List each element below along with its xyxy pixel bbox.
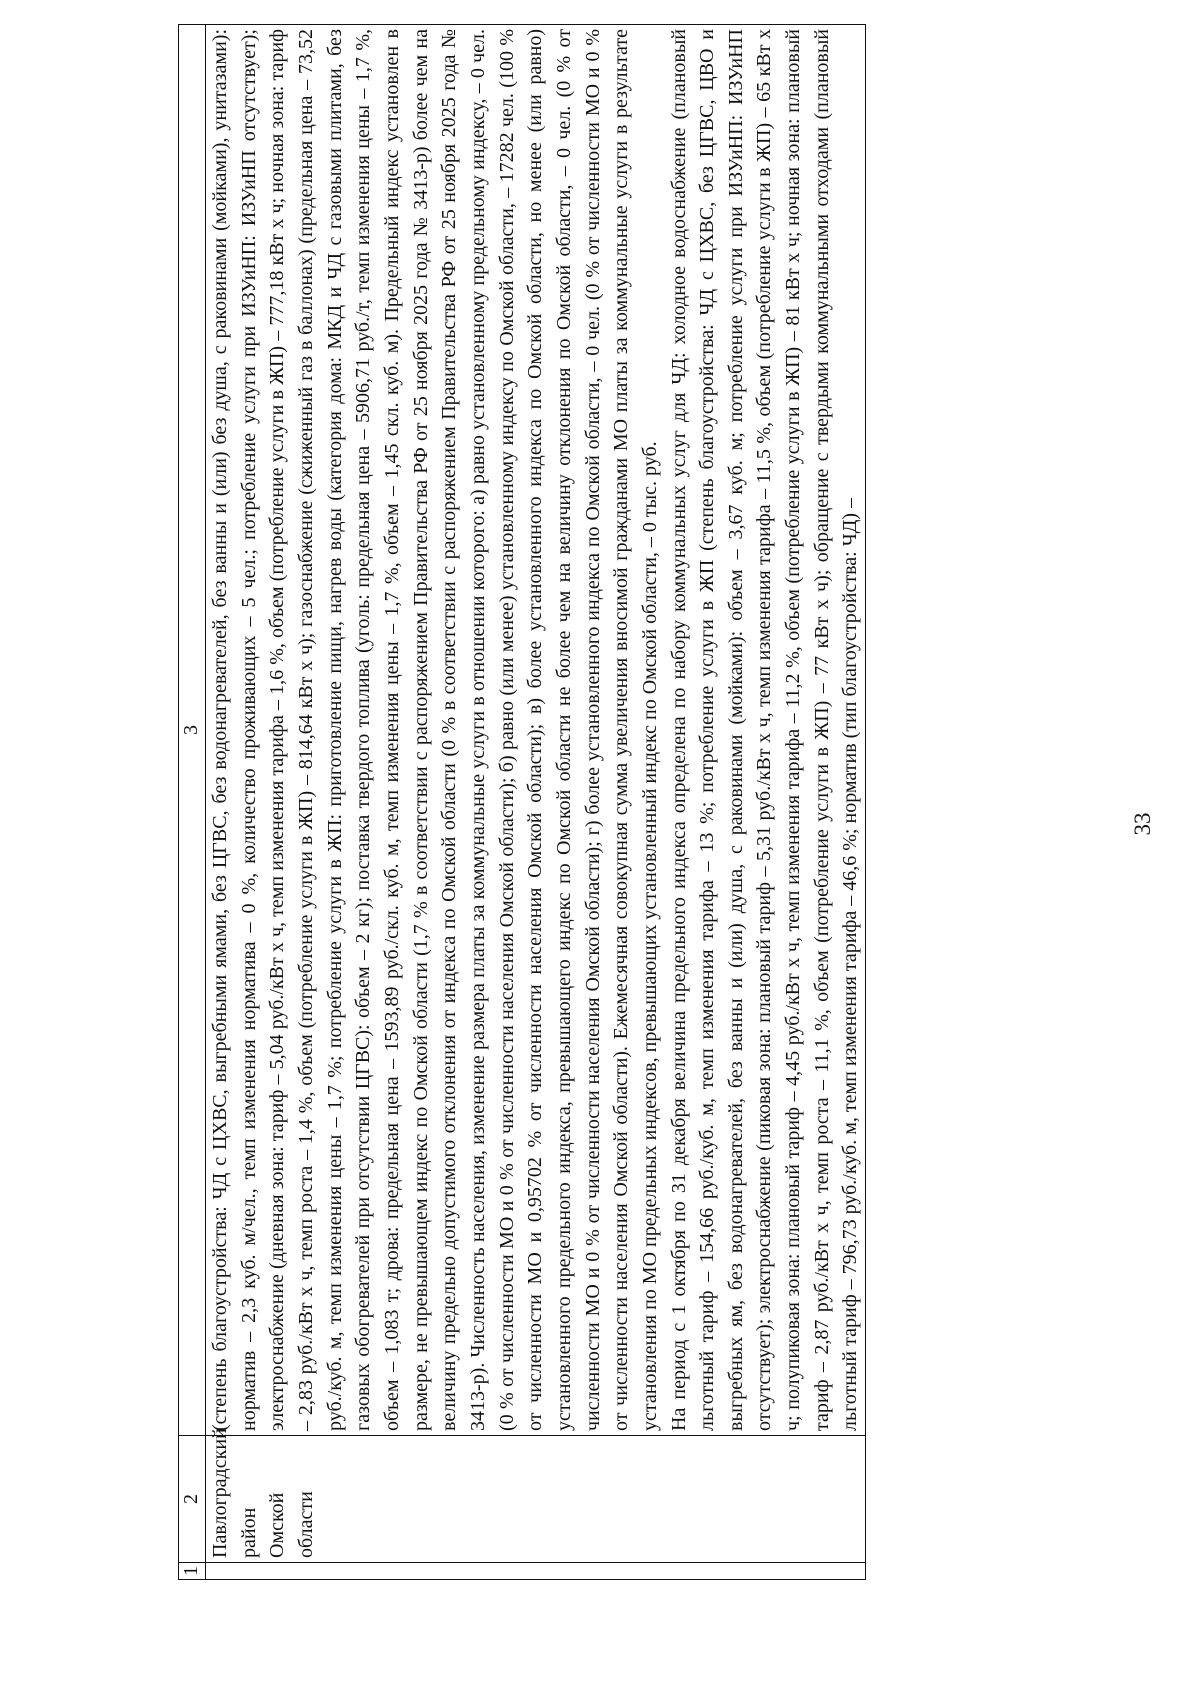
data-table <box>178 24 866 1580</box>
column-header-3: 3 <box>179 25 206 1436</box>
table-row <box>206 25 866 1580</box>
district-name-cell: Павлоградский район Омской области <box>206 1436 866 1563</box>
row-number-cell <box>206 1563 866 1580</box>
column-header-1: 1 <box>179 1563 206 1580</box>
table-header-row <box>179 25 206 1580</box>
paragraph-2: На период с 1 октября по 31 декабря величина предельного индекса определена по набору коммунальных услуг для ЧД: холодное водоснабжение (плановый льготный тариф – 154,66 руб./куб. м, темп изменения тарифа – 13 %; потребление услуги в ЖП (степень благоустройства: ЧД с ЦХВС, без ЦГВС, ЦВО и выгребных ям, без водонагревателей, без ванны и (или) душа, с раковинами (мойками): объем – 3,67 куб. м; потребление услуги при ИЗУиНП: ИЗУиНП отсутствует); электроснабжение (пиковая зона: плановый тариф – 5,31 руб./кВт х ч, темп изменения тарифа – 11,5 %, объем (потребление услуги в ЖП) – 65 кВт х ч; полупиковая зона: плановый тариф – 4,45 руб./кВт х ч, темп изменения тарифа – 11,2 %, объем (потребление услуги в ЖП) – 81 кВт х ч; ночная зона: плановый тариф – 2,87 руб./кВт х ч, темп роста – 11,1 %, объем (потребление услуги в ЖП) – 77 кВт х ч); обращение с твердыми коммунальными отходами (плановый льготный тариф – 796,73 руб./куб. м, темп изменения тарифа – 46,6 %; норматив (тип благоустройства: ЧД) – <box>667 29 862 1431</box>
page-number: 33 <box>1130 812 1155 836</box>
paragraph-1: (степень благоустройства: ЧД с ЦХВС, выгребными ямами, без ЦГВС, без водонагревателей, без ванны и (или) без душа, с раковинами (мойками), унитазами): норматив – 2,3 куб. м/чел., темп изменения норматива – 0 %, количество проживающих – 5 чел.; потребление услуги при ИЗУиНП: ИЗУиНП отсутствует); электроснабжение (дневная зона: тариф – 5,04 руб./кВт х ч, темп изменения тарифа – 1,6 %, объем (потребление услуги в ЖП) – 777,18 кВт х ч; ночная зона: тариф – 2,83 руб./кВт х ч, темп роста – 1,4 %, объем (потребление услуги в ЖП) – 814,64 кВт х ч); газоснабжение (сжиженный газ в баллонах) (предельная цена – 73,52 руб./куб. м, темп изменения цены – 1,7 %; потребление услуги в ЖП: приготовление пищи, нагрев воды (категория дома: МКД и ЧД с газовыми плитами, без газовых обогревателей при отсутствии ЦГВС): объем – 2 кг); поставка твердого топлива (уголь: предельная цена – 5906,71 руб./т, темп изменения цены – 1,7 %, объем – 1,083 т; дрова: предельная цена – 1593,89 руб./скл. куб. м, темп изменения цены – 1,7 %, объем – 1,45 скл. куб. м). Предельный индекс установлен в размере, не превышающем индекс по Омской области (1,7 % в соответствии с распоряжением Правительства РФ от 25 ноября 2025 года № 3413-р) более чем на величину предельно допустимого отклонения от индекса по Омской области (0 % в соответствии с распоряжением Правительства РФ от 25 ноября 2025 года № 3413-р). Численность населения, изменение размера платы за коммунальные услуги в отношении которого: а) равно установленному предельному индексу, – 0 чел. (0 % от численности МО и 0 % от численности населения Омской области); б) равно (или менее) установленному индексу по Омской области, – 17282 чел. (100 % от численности МО и 0,95702 % от численности населения Омской области); в) более установленного индекса по Омской области, но менее (или равно) установленного предельного индекса, превышающего индекс по Омской области не более чем на величину отклонения по Омской области, – 0 чел. (0 % от численности МО и 0 % от численности населения Омской области); г) более установленного индекса по Омской области, – 0 чел. (0 % от численности МО и 0 % от численности населения Омской области). Ежемесячная совокупная сумма увеличения вносимой гражданами МО платы за коммунальные услуги в результате установления по МО предельных индексов, превышающих установленный индекс по Омской области, – 0 тыс. руб. <box>209 29 661 1431</box>
column-header-2: 2 <box>179 1436 206 1563</box>
description-cell <box>206 25 866 1436</box>
